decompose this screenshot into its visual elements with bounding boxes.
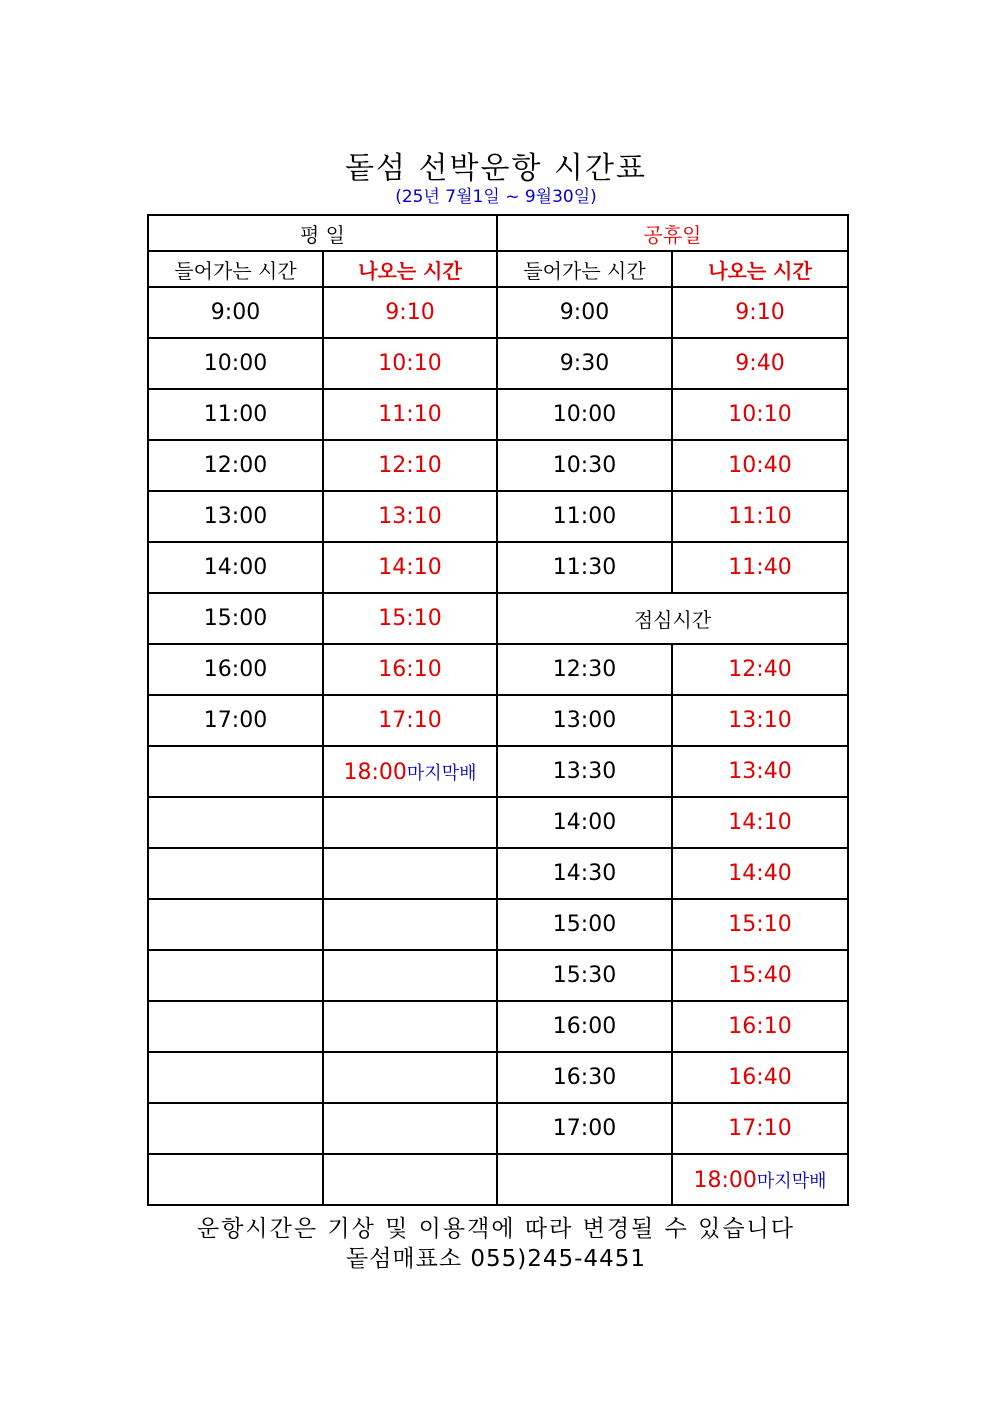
holiday-group-label: 공휴일: [497, 215, 848, 251]
holiday-out-time: 16:10: [672, 1001, 848, 1052]
weekday-group-label: 평 일: [148, 215, 497, 251]
holiday-in-time: 12:30: [497, 644, 672, 695]
holiday-out-time: 15:10: [672, 899, 848, 950]
holiday-in-time: 16:00: [497, 1001, 672, 1052]
schedule-change-notice: 운항시간은 기상 및 이용객에 따라 변경될 수 있습니다: [197, 1216, 795, 1242]
holiday-out-time: 11:10: [672, 491, 848, 542]
holiday-in-time: 9:30: [497, 338, 672, 389]
table-row: [148, 593, 848, 644]
holiday-out-time: 9:10: [672, 287, 848, 338]
weekday-out-time: [323, 1103, 497, 1154]
weekday-in-time: [148, 848, 323, 899]
weekday-in-time: [148, 950, 323, 1001]
weekday-out-time: 16:10: [323, 644, 497, 695]
holiday-in-time: 14:30: [497, 848, 672, 899]
holiday-out-time: 9:40: [672, 338, 848, 389]
period-subtitle: (25년 7월1일 ~ 9월30일): [395, 187, 597, 207]
weekday-out-time: [323, 1001, 497, 1052]
holiday-in-time: 11:00: [497, 491, 672, 542]
weekday-out-time: [323, 950, 497, 1001]
holiday-in-header: 들어가는 시간: [497, 251, 672, 287]
weekday-out-time: [323, 848, 497, 899]
weekday-out-time: 12:10: [323, 440, 497, 491]
holiday-in-time: 15:30: [497, 950, 672, 1001]
weekday-in-time: [148, 899, 323, 950]
weekday-in-time: 15:00: [148, 593, 323, 644]
weekday-out-time: 11:10: [323, 389, 497, 440]
table-row: [148, 1052, 848, 1103]
weekday-in-time: 17:00: [148, 695, 323, 746]
table-row: [148, 848, 848, 899]
table-row: [148, 950, 848, 1001]
weekday-out-time: [323, 899, 497, 950]
holiday-in-time: 10:30: [497, 440, 672, 491]
group-header-row: [148, 215, 848, 251]
holiday-out-time: 13:10: [672, 695, 848, 746]
weekday-in-time: [148, 1001, 323, 1052]
weekday-in-time: 14:00: [148, 542, 323, 593]
holiday-out-time: 12:40: [672, 644, 848, 695]
weekday-out-time: 10:10: [323, 338, 497, 389]
last-boat-time: 18:00: [693, 1167, 757, 1193]
holiday-in-time: 17:00: [497, 1103, 672, 1154]
last-boat-note: 마지막배: [756, 1170, 827, 1192]
table-row: [148, 644, 848, 695]
holiday-out-time: 10:40: [672, 440, 848, 491]
holiday-out-time: 14:10: [672, 797, 848, 848]
weekday-out-header: 나오는 시간: [323, 251, 497, 287]
column-header-row: [148, 251, 848, 287]
last-boat-time: 18:00: [343, 759, 407, 785]
weekday-out-time: 17:10: [323, 695, 497, 746]
page-title: 돝섬 선박운항 시간표: [345, 151, 647, 186]
weekday-out-time: 14:10: [323, 542, 497, 593]
weekday-in-time: [148, 746, 323, 797]
weekday-out-time: 15:10: [323, 593, 497, 644]
weekday-in-time: 16:00: [148, 644, 323, 695]
weekday-in-time: [148, 797, 323, 848]
table-row: [148, 1154, 848, 1205]
table-row: [148, 695, 848, 746]
lunch-break-cell: 점심시간: [497, 593, 848, 644]
weekday-out-time: 9:10: [323, 287, 497, 338]
table-row: [148, 746, 848, 797]
holiday-in-time: 10:00: [497, 389, 672, 440]
weekday-in-time: [148, 1103, 323, 1154]
holiday-in-time: 9:00: [497, 287, 672, 338]
holiday-in-time: 13:30: [497, 746, 672, 797]
weekday-out-time: [323, 797, 497, 848]
weekday-in-time: [148, 1052, 323, 1103]
holiday-out-time: 15:40: [672, 950, 848, 1001]
table-row: [148, 899, 848, 950]
table-row: [148, 1001, 848, 1052]
holiday-out-time: 16:40: [672, 1052, 848, 1103]
holiday-in-time: 13:00: [497, 695, 672, 746]
holiday-in-time: 15:00: [497, 899, 672, 950]
table-row: [148, 287, 848, 338]
table-row: [148, 389, 848, 440]
weekday-in-time: 10:00: [148, 338, 323, 389]
weekday-in-time: 9:00: [148, 287, 323, 338]
holiday-in-time: 16:30: [497, 1052, 672, 1103]
holiday-out-time: 17:10: [672, 1103, 848, 1154]
holiday-out-time: 10:10: [672, 389, 848, 440]
holiday-out-time: [672, 1154, 848, 1205]
table-row: [148, 338, 848, 389]
table-row: [148, 440, 848, 491]
weekday-out-time: [323, 1154, 497, 1205]
holiday-out-time: 13:40: [672, 746, 848, 797]
holiday-in-time: 14:00: [497, 797, 672, 848]
holiday-in-time: 11:30: [497, 542, 672, 593]
table-row: [148, 491, 848, 542]
weekday-in-header: 들어가는 시간: [148, 251, 323, 287]
holiday-out-header: 나오는 시간: [672, 251, 848, 287]
weekday-in-time: [148, 1154, 323, 1205]
weekday-out-time: [323, 746, 497, 797]
holiday-out-time: 11:40: [672, 542, 848, 593]
weekday-in-time: 11:00: [148, 389, 323, 440]
ferry-timetable: [147, 214, 849, 1206]
ticket-office-contact: 돝섬매표소 055)245-4451: [345, 1246, 646, 1272]
table-row: [148, 1103, 848, 1154]
table-row: [148, 542, 848, 593]
weekday-out-time: 13:10: [323, 491, 497, 542]
holiday-out-time: 14:40: [672, 848, 848, 899]
last-boat-note: 마지막배: [406, 762, 477, 784]
weekday-out-time: [323, 1052, 497, 1103]
table-row: [148, 797, 848, 848]
weekday-in-time: 13:00: [148, 491, 323, 542]
holiday-in-time: [497, 1154, 672, 1205]
weekday-in-time: 12:00: [148, 440, 323, 491]
